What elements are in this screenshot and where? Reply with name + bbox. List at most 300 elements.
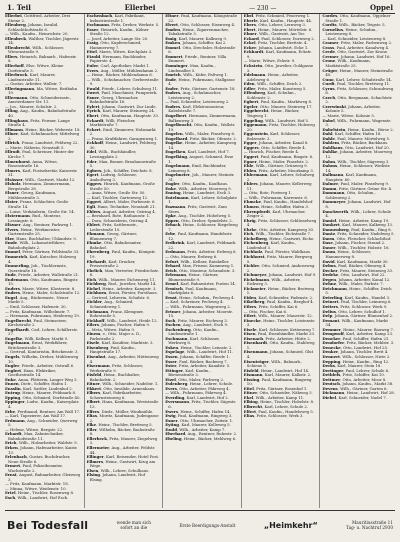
directory-entry: Dallmann, Karl, Kaufmann, Hauptstr. 60. bbox=[322, 172, 377, 182]
directory-entry: Dendorfer, Fritz, Bäcker, Mehlstr. 3. bbox=[322, 340, 395, 346]
directory-entry: — Karl, Schreiner, Pechweg 4. bbox=[165, 299, 224, 305]
directory-entry: Erlenbach, Gustav, Buchdrucker, Neue Straße 6. bbox=[5, 454, 71, 464]
directory-entry: Ebel, Fritz, Schmied, Feuerweg 1. bbox=[243, 14, 311, 18]
ad-phone: Tag- u. Nachtruf 2930 bbox=[346, 525, 393, 530]
ad-line-1: wende man sich bbox=[116, 520, 151, 525]
directory-entry: Erdbrink, Karl, Landwirt, Feldmark 22. bbox=[165, 240, 236, 250]
directory-entry: Eichmann, Franz, Klempner, Rohrstraße 5. bbox=[86, 308, 144, 319]
directory-entry: Eppen, Otto, Dreher, Spindelstr. 2. bbox=[165, 217, 233, 223]
directory-entry: Einem, v., Otto, Major a. D., Parkstraße 2. bbox=[86, 331, 142, 341]
directory-entry: Elling, Aug., Kaufm., Bahnhofstraße 40. bbox=[5, 108, 76, 119]
directory-entry: Egbers, Joh., Schiffer, Deichstr. 8. bbox=[86, 167, 153, 173]
directory-entry: Emmerling, Joh., Tischlermstr., Querstraße 18. bbox=[5, 263, 68, 273]
directory-entry: — Josef, Arbeiter, Lange Str. 20. bbox=[86, 35, 149, 41]
directory-entry: Edel, Wilh., Buchhändler, Lessingplatz 2. bbox=[86, 149, 137, 159]
directory-entry: Ensslin, Karl, Sattler, Lindenhof 2. bbox=[5, 385, 73, 391]
directory-entry: Elster, Franz, Schlachter, Große Straße 14. bbox=[5, 199, 69, 209]
directory-entry: Eckhoff, Heinr., Landwirt, Feldweg 30. bbox=[86, 140, 156, 150]
directory-entry: — Emil, Schlosser, Hafenstr. 30. bbox=[5, 304, 67, 309]
directory-entry: Ehlers, August, Arbeiter, Ostring 4. bbox=[86, 208, 156, 214]
directory-entry: Elbert, Hans, Kaufmann, Weststraße 13. bbox=[86, 399, 159, 410]
column-5 bbox=[319, 14, 395, 508]
directory-entry: Esser, Heinrich, Kaufm., Kölner Straße 12. bbox=[86, 26, 149, 37]
directory-entry: Egert, Ludwig, Schlosser, Amboßweg 3. bbox=[86, 172, 137, 182]
directory-entry: Dickmann, Heinr., Landwirt, Hof 28. bbox=[322, 390, 395, 396]
directory-entry: Emde, Wilh., Lokomotivführer, Bahnhofsplatz 2. bbox=[5, 240, 65, 250]
directory-entry: — Meta, Witwe, Hafen 9. bbox=[86, 326, 135, 332]
directory-entry: Ellinger, Karl, Reisender, Hotel Post. bbox=[86, 454, 160, 460]
directory-entry: Eisermann, Fritz, Schlosser, Werkstraße 9. bbox=[86, 363, 143, 373]
directory-entry: Ebers, Otto, Lehrer, Lernweg 3. bbox=[243, 22, 307, 28]
directory-entry: Engelmeier, Joh., Maurer, Steinstr. 31. bbox=[165, 172, 235, 182]
directory-entry: Deutsch, Johann, Kaufm., Markt 38. bbox=[322, 381, 394, 387]
directory-entry: Ellers, Heinrich, Bahnarb., Hafenstr. 8. bbox=[5, 53, 77, 64]
directory-entry: Crone, Wilh., Kaufmann, Marktstraße 25. bbox=[322, 58, 371, 69]
directory-entry: Enke, Wilh., Arbeiter, Moorweg 9. bbox=[165, 185, 232, 191]
directory-entry: Enning, Heinr., Landwirt, Esch 3. bbox=[165, 190, 232, 196]
directory-entry: Eggers, Hinrich, Kaufmann, Große Straße 50. bbox=[86, 181, 155, 191]
ad-line-2: sofort an die bbox=[120, 525, 148, 530]
directory-entry: Einecke, Heinr., Tischler, Leistenstr. 3. bbox=[243, 317, 315, 328]
directory-entry: Enders, Aug., Schuhmacher, Leistenweg 2. bbox=[165, 90, 222, 100]
directory-entry: Egger, Johann, Arbeiter, Kanal 8. bbox=[243, 140, 309, 146]
directory-entry: Elfert, Paul, Kaufm., Handelsweg 5. bbox=[243, 408, 314, 414]
directory-entry: — Gertrud, Lehrerin, Schulstr. 6. bbox=[86, 294, 151, 300]
directory-entry: Elze, Hans, Buchhalter, Uhlandstr. 9. bbox=[5, 235, 77, 241]
directory-entry: Esken, Heinr., Tischler, Leimstr. 2. bbox=[165, 344, 233, 350]
directory-entry: Eisen, Paul, Eisenhändler, Markt 20. bbox=[243, 331, 316, 337]
directory-entry: Ehlen, Fritz, Arbeiter, Moorkamp 3. bbox=[243, 167, 314, 173]
directory-entry: Ettel, Marie, Witwe, Kirchplatz 3. bbox=[86, 49, 153, 55]
directory-entry: Epping, Otto, Schmied, Dorfstraße 40. bbox=[5, 394, 81, 400]
directory-entry: Engelhardt, Carl, Lehrer, Schillerstr. 27. bbox=[5, 326, 78, 337]
ad-headline: Bei Todesfall bbox=[7, 518, 89, 532]
directory-entry: Edelmann, Heinr., Arbeiter, Adelsweg 6. bbox=[243, 72, 299, 82]
directory-entry: Enke, Anna, Plätterin, Langer Weg 3. bbox=[5, 376, 78, 382]
directory-entry: Eichhorst, Fritz, Maurer, Bergweg 5. bbox=[243, 253, 313, 264]
directory-entry: — Marie, Näherin, Neustadt 5. bbox=[5, 144, 65, 150]
directory-entry: Eickhoff, Wilh., Landwirt, Heide 12. bbox=[86, 317, 158, 323]
directory-entry: — Fritz, Kaufmann, Wilhelmstr. 7. bbox=[5, 308, 71, 314]
directory-entry: Etzel, Otto, Maler, Farbweg 2. bbox=[165, 376, 225, 382]
directory-entry: Denecke, Otto, Landwirt, Hof 25. bbox=[322, 344, 389, 350]
directory-entry: — Wilh., Fuhrmann, Karrenstr. 6. bbox=[243, 194, 308, 200]
directory-entry: Erich, Otto, Monteur, Schraubstr. 3. bbox=[165, 267, 236, 273]
directory-entry: Crüger, Heinr., Maurer, Steinstraße 40. bbox=[322, 67, 393, 78]
directory-entry: Eichenberg, Karl, Kaufm., Lindenhof 3. bbox=[243, 240, 297, 250]
directory-entry: Eltzner, Aug., Rentner, Parkweg 1. bbox=[5, 222, 74, 228]
ad-address: Mauritiusstraße 11 bbox=[352, 520, 393, 525]
directory-entry: Eggert, Albert, Maler, Farbenstr. 6. bbox=[86, 199, 156, 205]
directory-entry: Ewig, Paul, Kaufmann, Ringweg 3. bbox=[165, 413, 233, 419]
directory-entry: — Jos., Maurer, Schulstr. 2. bbox=[5, 103, 58, 109]
directory-entry: Eschenburg, Otto, Kaufm., Lindenstraße 1. bbox=[165, 326, 219, 337]
directory-entry: — Minna, Witwe, Weidenstr. 10. bbox=[5, 485, 67, 491]
directory-entry: Engelmann, Ernst, Werkführer, Brückenstraße 3. bbox=[5, 340, 68, 350]
directory-entry: Egbert, Paul, Kaufm., Marktweg 8. bbox=[243, 99, 313, 105]
header-last-name: Oppel bbox=[370, 3, 393, 12]
directory-entry: Erich, Wilh., Holzarbeiter, Waldstr. 9. bbox=[5, 440, 78, 446]
directory-entry: Erdmann, Fritz, Arbeiter, Erdweg 6. bbox=[165, 249, 237, 255]
directory-entry: Eichel, Heinr., Arbeiter, Kampstr. 3. bbox=[86, 285, 157, 291]
directory-entry: Ernst, August, Bahnarbeiter, Gleisweg 3. bbox=[5, 472, 81, 482]
directory-entry: Eberhard, Aug., Rentner, Ruhestr. 2. bbox=[165, 431, 238, 437]
directory-entry: — Franz, Kraftfahrer, Garagenweg 1. bbox=[86, 135, 159, 141]
directory-entry: Cornelius, Heinr., Schuhm., Leistenweg 8. bbox=[322, 26, 378, 37]
column-2 bbox=[84, 14, 160, 508]
directory-entry: Eitner, Otto, Schneider, Nähweg 3. bbox=[243, 390, 313, 396]
directory-entry: Eversmann, Fritz, Tischler, Sägestr. 6. bbox=[165, 399, 236, 410]
directory-entry: Ellermann, Otto, Schneidermstr., Amsterdamer Str. 11. bbox=[5, 94, 71, 105]
directory-entry: Elias, Moritz, Kaufmann, Judengasse 2. bbox=[86, 413, 159, 423]
directory-entry: Eggenstein, Karl, Schlosser, Bolzenstr. 3. bbox=[243, 131, 301, 141]
directory-entry: Exner, Otto, Uhrmacher, Zeitstr. 1. bbox=[165, 417, 234, 423]
directory-entry: Denker, Johann, Tischler, Brett 4. bbox=[322, 349, 389, 355]
directory-entry: Damm, Fritz, Gärtner, Grüne Str. 4. bbox=[322, 185, 393, 191]
directory-entry: Dannenberg, Paul, Kaufm., Ring 8. bbox=[322, 226, 392, 232]
directory-entry: Emmel, Otto, Drechsler, Holzstraße 6. bbox=[165, 44, 236, 55]
directory-entry: Ellerbeck, Fritz, Maurer, Ziegelweg 3. bbox=[86, 435, 158, 446]
directory-entry: Dahl, Karl, Schiffer, Hafen 18. bbox=[322, 131, 382, 137]
directory-entry: Eckard, Paul, Schlosser, Dornweg 2. bbox=[243, 35, 315, 41]
directory-entry: Ellerbei, Gottfried, Arbeiter, Drei Steine 2. bbox=[5, 14, 71, 23]
directory-entry: Eichelberg, Heinr., Gastwirt, Eiche. bbox=[243, 235, 315, 241]
directory-entry: Ertmer, Johann, Arbeiter, Moorstr. 15. bbox=[165, 308, 233, 319]
directory-entry: Engelen, Wilh., Maler, Pinselweg 6. bbox=[165, 131, 236, 137]
directory-entry: Dempwolf, Karl, Arbeiter, Kamp 23. bbox=[322, 331, 394, 337]
directory-entry: Ebert, Otto, Kaufmann, Hauptstr. 33. bbox=[86, 113, 160, 119]
directory-entry: Erlemann, Heinr., Gärtner, Blumenstraße 9. bbox=[165, 272, 219, 282]
directory-entry: Esch, Fritz, Maurer, Eschweg 3. bbox=[165, 317, 228, 323]
directory-entry: Elsing, Johann, Landwirt, Hof Elsing. bbox=[86, 472, 146, 482]
directory-entry: Eichhorn, Ernst, Förster, Forsthaus. bbox=[86, 290, 158, 296]
directory-entry: Erken, Johann, Hafenarbeiter, Kaistr. 13. bbox=[5, 444, 78, 455]
directory-entry: — Heinr., Bäcker, Mühlendamm 6. bbox=[86, 72, 153, 78]
directory-entry: Elmers, Karl, Postsekretär, Kaiserstr. 31. bbox=[5, 167, 78, 178]
directory-entry: Eisenhut, Aug., Arbeiter, Hüttenweg 4. bbox=[86, 354, 159, 364]
directory-entry: Ettinger, Karl, Kaufm., Börsenstraße 3. bbox=[165, 367, 211, 378]
directory-entry: Essen, Johann, Schiffer, Reede 1. bbox=[165, 354, 230, 360]
directory-entry: — Luise, Verkäuferin, Große Str. 14. bbox=[5, 208, 75, 214]
header-part-label: 1. Teil bbox=[7, 3, 31, 12]
directory-entry: Depping, Heinr., Kaufm., Ring 12. bbox=[322, 358, 390, 364]
directory-entry: Dammann, Otto, Schuhm., Sohlenweg 2. bbox=[322, 190, 376, 200]
directory-entry: Ehmcke, Paul, Kaufm., Handelshof. bbox=[243, 199, 314, 205]
directory-entry: Eichholz, Paul, Förster, Waldhaus. bbox=[243, 249, 312, 255]
directory-entry: Eyting, Karl, Maurer, Kelleweg 5. bbox=[165, 422, 231, 428]
directory-entry: Eggers, Otto, Schiffer, Reede 4. bbox=[243, 144, 306, 150]
directory-entry: Entrup, Heinr., Maurer, Feldmark 8. bbox=[5, 390, 77, 396]
directory-entry: Ehrhardt, Karl, Drucker, Pressestraße 2. bbox=[86, 258, 136, 269]
directory-entry: — Otto, Fischer, Kai 6. bbox=[243, 308, 288, 314]
directory-entry: Engelbracht, Otto, Kaufm., Wallstr. 19. bbox=[165, 122, 236, 132]
directory-entry: Eggert, Paul, Kaufmann, Ringstr. 6. bbox=[243, 153, 314, 159]
directory-entry: Eltner, Paul, Kaufmann, Königstraße 22. bbox=[165, 14, 238, 23]
directory-entry: Ellerhoff, Else, Witwe, Kleine Dorfstraße 3. bbox=[5, 63, 64, 73]
directory-entry: Delp, Johann, Gärtner, Blumenhof 2. bbox=[322, 313, 394, 319]
directory-entry: Ebert, Heinr., Maurer, Mörtelstr. 8. bbox=[243, 26, 313, 32]
directory-entry: Engelken, Karl, Landwirt, Hof 7. bbox=[165, 149, 230, 155]
directory-entry: Delius, Otto, Lehrer, Schulhof 1. bbox=[322, 308, 386, 314]
directory-entry: Erhardt, Max, Zahntechniker, Bahnhofstraße 11. bbox=[5, 431, 64, 441]
directory-entry: Eikelberg, Paul, Kaufm., Berghof 4. bbox=[243, 299, 314, 305]
directory-entry: Ellner, Karl, Schuhmacher, Mittelweg 3. bbox=[5, 131, 80, 141]
directory-entry: Elbers, Karl, Fabrikarbeiter, Schornsteinweg 6. bbox=[86, 390, 142, 400]
directory-entry: Engelke, Heinr., Arbeiter, Kampweg 14. bbox=[165, 140, 237, 150]
directory-entry: Dalmer, Paul, Maler, Pinselweg 9. bbox=[322, 181, 389, 187]
directory-entry: Czerwinski, Johann, Arbeiter, Kolonie 5. bbox=[322, 103, 381, 114]
directory-entry: — Wilh., Kaufm., Heinrichstr. 20. bbox=[5, 31, 69, 37]
directory-columns bbox=[5, 14, 395, 508]
directory-entry: — Otto, Bote, Postweg 1. bbox=[243, 190, 292, 196]
directory-entry: Ehlert, Fritz, Sattlermstr., Lederstraße 10. bbox=[86, 222, 138, 232]
directory-entry: Eich, Wilh., Tischler, Eichstraße 7. bbox=[243, 231, 312, 237]
directory-entry: Etzold, Hermann, Buchbinder, Papierstr. 4. bbox=[86, 53, 147, 64]
directory-entry: Elbing, Heinr., Tischler, Hobelstr. 8. bbox=[243, 399, 315, 405]
directory-entry: Curdt, Paul, Tischler, Brettweg 11. bbox=[322, 81, 391, 87]
directory-entry: David, Karl, Kaufmann, Markt 30. bbox=[322, 258, 389, 264]
directory-entry: — Otto, Maurer, Erdweg 6. bbox=[165, 253, 218, 259]
directory-entry: Eulenberg, Heinr., Lehrer, Schule. bbox=[165, 381, 234, 387]
directory-entry: Cuno, Karl, Lehrer, Schulstraße 14. bbox=[322, 76, 392, 82]
directory-entry: Deierling, Karl, Kaufm., Handel 3. bbox=[322, 294, 391, 300]
directory-entry: Darm, Otto, Fleischer, Schlachthof. bbox=[322, 235, 392, 241]
directory-entry: Eckardt, Willi, Fleischer, Marktstraße 7. bbox=[86, 117, 136, 128]
directory-entry: Dencker, Paul, Schiffer, Hafen 21. bbox=[322, 335, 390, 341]
directory-entry: Ermisch, Paul, Kaufmann, Marktplatz 6. bbox=[165, 285, 217, 296]
directory-entry: Decker, Fritz, Maurer, Steinweg 33. bbox=[322, 267, 394, 273]
directory-entry: Danckwerth, Wilh., Lehrer, Schule 4. bbox=[322, 208, 392, 219]
directory-entry: Epke, Aug., Tischler, Hobelweg 5. bbox=[165, 213, 232, 219]
directory-entry: Edler, Fritz, Maler, Kunstweg 5. bbox=[243, 85, 307, 91]
directory-entry: Dase, Johann, Fischer, Strand 2. bbox=[322, 240, 386, 246]
directory-entry: Elstermann, Rud., Monteur, Lessingstr. 6. bbox=[5, 213, 61, 223]
directory-entry: Engler, Otto, Kaufm., Kaufhaus. bbox=[165, 181, 229, 187]
directory-entry: Eisele, Karl, Schlosser, Kettenweg 7. bbox=[243, 326, 316, 332]
directory-entry: Elsässer, Wilh., Gastwirt, Markt 12. bbox=[5, 176, 76, 182]
directory-entry: Eisfeld, Heinr., Landwirt, Hof 14. bbox=[243, 367, 310, 373]
directory-entry: Crede, Otto, Gastwirt, Zur Krone. bbox=[322, 49, 389, 55]
directory-entry: Ehmen, Heinr., Schiffer, Hafen 3. bbox=[243, 203, 310, 209]
directory-entry: Ertel, Heinr., Tischler, Rosenweg 8. bbox=[5, 490, 75, 496]
directory-entry: Dertinger, Paul, Lehrer, Schule 6. bbox=[322, 367, 390, 373]
directory-entry: Eisele, Karl, Konditor, Marktstr. 3. bbox=[86, 340, 154, 346]
directory-entry: Eppinger, Ludw., Kaufm., Kaiserplatz 4. bbox=[5, 399, 79, 410]
directory-entry: — Wilh., Fuhrmann, Fährweg 4. bbox=[165, 390, 227, 396]
directory-entry: Engelhard, Fritz, Bäcker, Ofenstr. 2. bbox=[165, 135, 237, 141]
directory-entry: Engelking, August, Schmied, Esse 1. bbox=[165, 153, 234, 164]
directory-entry: Ehlers, Johann, Maurer, Kellerweg 11. bbox=[243, 181, 312, 191]
directory-entry: Czech, Otto, Bergmann, Schachtstr. 2. bbox=[322, 94, 393, 105]
directory-entry: Eiden, Karl, Schneider, Fadenstr. 2. bbox=[243, 294, 314, 300]
directory-entry: Dehne, Wilh., Maler, Farbstr. 7. bbox=[322, 281, 384, 287]
directory-entry: Everding, Karl, Landwirt, Hof 2. bbox=[165, 394, 229, 400]
directory-entry: Elvert, Otto, Schlosser, Eisenweg 4. bbox=[165, 22, 236, 28]
directory-entry: Eckel, Fritz, Tischler, Brettstr. 4. bbox=[243, 40, 308, 46]
directory-entry: Eilers, Johann, Fischer, Hafen 9. bbox=[86, 322, 151, 328]
directory-entry: Dahlke, Johann, Arbeiter, Moorweg 12. bbox=[322, 149, 392, 159]
directory-entry: Ennen, Dietr., Schiffer, Hafen 1. bbox=[5, 381, 68, 387]
directory-entry: Esser, Paul, Bäcker, Backweg 7. bbox=[165, 358, 228, 364]
directory-entry: Eitel, Fritz, Gärtner, Rosenhof 1. bbox=[243, 385, 308, 391]
directory-entry: Cordes, Otto, Kaufmann, Oppelner Straße 1. bbox=[322, 14, 391, 23]
directory-entry: Eisenberg, Paul, Kaufm., Hauptstraße 17. bbox=[86, 344, 137, 355]
directory-entry: Eckhardt, Karl, Kaufmann, Eckstr. 9. bbox=[243, 49, 312, 59]
directory-entry: Esch, Wilh., Landwirt, Hof Esch. bbox=[5, 494, 69, 500]
directory-entry: Emmert, Friedr., Rentner, Villa Emmert. bbox=[165, 53, 227, 64]
directory-entry: Eggemann, Fritz, Tischler, Holzweg 20. bbox=[243, 122, 315, 132]
directory-entry: Emmerich, Karl, Kutscher, Holzweg 4. bbox=[5, 253, 76, 264]
directory-entry: Evers, Otto, Arbeiter, Fährweg 4. bbox=[165, 385, 230, 391]
directory-entry: Dabelstein, Heinr., Kaufm., Börse 2. bbox=[322, 126, 394, 132]
directory-entry: Emmel, Peter, Gärtner, Feldstraße 33. bbox=[5, 249, 80, 255]
directory-entry: Engelbrecht, Paul, Steinsetzer, Kirchstraße 2. bbox=[5, 317, 67, 328]
directory-entry: Ebner, Wilh., Gastwirt, Am Tor. bbox=[243, 31, 305, 37]
directory-entry: Emminger, Max, Kaufm., Lindenallee 5. bbox=[165, 63, 216, 73]
directory-entry: Eden, Wilh., Schiffer, Deich 2. bbox=[243, 81, 303, 87]
directory-entry: Ernst, Heinr., Schuhm., Pechweg 4. bbox=[165, 294, 235, 300]
directory-entry: Debus, Paul, Bäcker, Ofenweg 4. bbox=[322, 263, 387, 269]
directory-entry: Elias, Fritz, Schlosser, Werk 3. bbox=[243, 413, 304, 419]
directory-entry: Ehrenberg, Paul, Kaufm., Königstr. 19. bbox=[86, 249, 156, 259]
directory-entry: Eickmeier, Heinr., Bäcker, Brotweg 1. bbox=[243, 285, 314, 296]
directory-entry: Engelmann, Emil, Buchbinder, Leimweg 8. bbox=[165, 163, 227, 173]
directory-entry: Erfurt, Wilh., Kellner, Ratskeller. bbox=[165, 258, 230, 264]
directory-entry: Dahlhaus, Otto, Landwirt, Hof 20. bbox=[322, 144, 390, 150]
directory-entry: Emig, Karl, Maurer, Kalkweg 9. bbox=[165, 35, 228, 41]
directory-entry: Degen, Johann, Arbeiter, Kanal 12. bbox=[322, 276, 391, 282]
directory-entry: Essig, Otto, Kupferschmied, Hammerweg 7. bbox=[86, 40, 142, 50]
column-1 bbox=[5, 14, 81, 508]
directory-entry: Elvers, Heinr., Werkmeister, Gartenstraße 25. bbox=[5, 226, 61, 237]
directory-entry: Eschmann, Karl, Schlosser, Werkweg 8. bbox=[165, 335, 220, 346]
directory-entry: Eisenmann, Johann, Schmied, Glut 4. bbox=[243, 349, 314, 360]
directory-entry: Ewert, Paul, Maschinist, Pumpwerk. bbox=[86, 90, 158, 96]
directory-entry: Egli, Hans, Techniker, Neustadt 21. bbox=[86, 203, 156, 209]
directory-entry: Eschenbach, Karl, Fabrikant, Industriestraße 1. bbox=[86, 14, 145, 23]
directory-entry: Dahms, Heinr., Schlosser, Werkstr. 14. bbox=[322, 163, 391, 173]
directory-entry: Endres, Karl, Elektromonteur, Kabelstraße 7. bbox=[165, 103, 225, 114]
directory-entry: Ehrlich, Max, Vertreter, Friedrichstr. 8. bbox=[86, 267, 159, 278]
directory-entry: Eckstein, Otto, Juwelier, Goldgasse 3. bbox=[243, 63, 314, 73]
directory-entry: Ehrig, Fritz, Schlosser, Schlüsselweg 4. bbox=[243, 217, 317, 228]
directory-entry: Eylert, Johann, Gastwirt, Zur Linde. bbox=[86, 103, 157, 109]
directory-entry: Eberle, Karl, Kaufm., Hauptstr. 44. bbox=[243, 17, 312, 23]
directory-entry: — Anna, Witwe, Große Str. 50. bbox=[86, 190, 146, 196]
directory-entry: Deiters, Fritz, Schlosser, Werk 9. bbox=[322, 304, 388, 309]
directory-entry: Cramer, Fritz, Maler, Farbenweg 2. bbox=[322, 40, 393, 46]
directory-entry: — Karl, Schneider, Leistenweg 8. bbox=[322, 35, 387, 41]
directory-entry: Dennert, Wilh., Schlosser, Niete 2. bbox=[322, 354, 391, 360]
directory-entry: — Fritz, Kaufmann, Marktstr. 18. bbox=[5, 481, 69, 487]
directory-entry: Ezold, Wilh., Arbeiter, Kamp 7. bbox=[165, 426, 226, 432]
directory-entry: Dabel, Wilh., Fuhrmann, Wagenstr. 3. bbox=[322, 117, 391, 128]
directory-entry: Dankert, Karl, Maurer, Kalkweg 13. bbox=[322, 222, 393, 228]
directory-entry: Elsen, Wilh., Lehrer, Schulhaus. bbox=[86, 467, 150, 473]
directory-entry: Cyrus, Fritz, Schlosser, Schraubweg 6. bbox=[322, 85, 394, 96]
directory-entry: Engler, Friedr., Arbeiter, Ostwall 6. bbox=[5, 363, 75, 369]
directory-entry: — Wilh., Fuhrmann, Wagenweg 2. bbox=[165, 304, 231, 309]
directory-entry: Ehrke, Otto, Arbeiter, Kampweg 30. bbox=[243, 226, 315, 232]
directory-entry: Elsholz, Hermann, Zimmermann, Bergstraße 28. bbox=[5, 181, 71, 191]
directory-entry: Derks, Karl, Maurer, Stein 18. bbox=[322, 363, 382, 369]
directory-entry: Exner, Georg, Uhrmacher, Bahnhofstraße 16. bbox=[86, 94, 139, 105]
directory-entry: Ester, Fritz, Arbeiter, Kanalstr. 5. bbox=[165, 363, 231, 369]
directory-entry: Ellermeier, Aug., Arbeiter, Feldstr. 44. bbox=[86, 444, 156, 455]
directory-entry: Dettmer, Otto, Arbeiter, Moor 8. bbox=[322, 376, 387, 382]
page-header bbox=[5, 3, 395, 14]
directory-entry: Crass, Paul, Arbeiter, Kanalweg 4. bbox=[322, 44, 390, 50]
directory-entry: Engelke, Willi, Kellner, Markt 9. bbox=[5, 335, 69, 341]
directory-entry: Dahm, Wilh., Tischler, Sägeweg 3. bbox=[322, 158, 390, 164]
directory-entry: Ermert, Paul, Polizeibeamter, Wachstraße 2. bbox=[5, 463, 63, 473]
ad-company: Erste Beerdigungs-Anstalt bbox=[179, 522, 236, 528]
directory-entry: Elfers, Diedr., Müller, Windmühle. bbox=[86, 408, 154, 414]
directory-entry: Ewers, Heinr., Schiffer, Hafen 14. bbox=[165, 408, 231, 414]
directory-entry: Emrich, Wilh., Küfer, Faßweg 1. bbox=[165, 72, 228, 78]
directory-entry: Ebeling, Heinr., Bäcker, Mehlweg 6. bbox=[165, 435, 237, 441]
directory-entry: — Helene, Witwe, Bergstr. 22. bbox=[5, 426, 64, 432]
directory-entry: Endemann, Otto, Kaufmann, Ringstr. 15. bbox=[5, 276, 79, 287]
directory-entry: Elke, Heinr., Tischler, Brettweg 5. bbox=[86, 422, 153, 428]
directory-entry: Deichmann, Heinr., Schiffer, Deich 5. bbox=[322, 285, 392, 296]
directory-entry: Eschen, Aug., Landwirt, Esch 9. bbox=[165, 322, 229, 328]
directory-entry: Erbe, Paul, Kaufmann, Handelsstr. 12. bbox=[165, 231, 233, 241]
directory-entry: Ehmann, Georg, Gärtner, Blumenweg 7. bbox=[86, 231, 137, 241]
directory-entry: — Karl, Tischler, Gartenweg 12. bbox=[86, 194, 149, 200]
directory-entry: — Karl, Tapezierer, Am Wall 17. bbox=[5, 413, 67, 419]
directory-entry: Eismann, Karl, Maurer, Kalkstr. 2. bbox=[243, 372, 312, 378]
directory-entry: Daum, Heinr., Schlosser, Hammerweg 8. bbox=[322, 249, 371, 259]
directory-entry: Eisenträger, Wilh., Bahnarb., Schiene 5. bbox=[243, 358, 303, 369]
column-4 bbox=[241, 14, 317, 508]
directory-entry: Ekel, Wilh., Arbeiter, Kamp 11. bbox=[243, 394, 305, 400]
directory-entry: Eilert, Wilh., Maurer, Mauerstr. 12. bbox=[243, 313, 313, 319]
directory-entry: Dantz, Fritz, Schneider, Nadelweg 5. bbox=[322, 231, 395, 237]
directory-entry: Ellrich, Franz, Landwirt, Feldweg 22. bbox=[5, 140, 79, 146]
directory-entry: Dedeke, Otto, Landwirt, Hof 22. bbox=[322, 272, 386, 278]
directory-entry: Enders, Marie, Witwe, Klosterstr. 8. bbox=[5, 285, 76, 291]
directory-entry: Emden, Heinr., Zigarrenmacher, Tabakstraße 3. bbox=[165, 26, 229, 37]
directory-entry: Cordts, Wilh., Bäcker, Teigstr. 5. bbox=[322, 22, 386, 28]
directory-entry: Egeler, Otto, Maurer, Steinweg 17. bbox=[243, 103, 313, 109]
directory-entry: Eilers, Fritz, Schiffer, Kai 6. bbox=[243, 304, 299, 309]
directory-entry: Eckert, Emil, Zimmerer, Holzmarkt 2. bbox=[86, 126, 156, 137]
directory-entry: Eichmeyer, Johann, Landwirt, Hof 9. bbox=[243, 272, 317, 278]
directory-entry: Eich, Wilh., Maurer, Eichenweg 11. bbox=[86, 276, 156, 282]
directory-entry: Eschmann, Fritz, Dreher, Werkstr. 5. bbox=[86, 22, 160, 28]
directory-entry: — Gertrud, Kontoristin, Brückenstr. 3. bbox=[5, 349, 79, 355]
directory-entry: Ellinghaus, Fritz, Former, Lange Straße 4. bbox=[5, 117, 70, 128]
directory-entry: Ellenbrecht, Wilh., Schlosser, Wiesenstraße 9. bbox=[5, 44, 64, 55]
directory-entry: Diebel, Karl, Schneider, Nadel 7. bbox=[322, 394, 387, 400]
directory-entry: Eggeling, Wilh., Landwirt, Hof 5. bbox=[243, 117, 310, 123]
directory-entry: Erhard, Max, Friseur, Kammweg 1. bbox=[165, 263, 235, 269]
directory-entry: — Wilh., Schuhmacher, Gerberstraße 9. bbox=[86, 76, 159, 87]
directory-entry: Deinert, Paul, Tischler, Leimweg 6. bbox=[322, 299, 392, 305]
directory-entry: Dauer, Wilh., Tischler, Holzstr. 16. bbox=[322, 244, 390, 250]
directory-entry: Erbach, Heinr., Schlosser, Riegelweg 7. bbox=[165, 222, 238, 232]
directory-entry: Effenberg, Karl, Schuhm., Sohlenstr. 2. bbox=[243, 90, 296, 100]
directory-entry: — Marie, Witwe, Kolonie 5. bbox=[322, 113, 375, 119]
directory-entry: Evers, Aug., Müller, Mühlendamm 2. bbox=[86, 67, 159, 73]
directory-entry: Devens, Wilh., Gärtner, Garten 6. bbox=[322, 385, 388, 391]
directory-entry: Demmer, Heinr., Maurer, Bauweg 7. bbox=[322, 326, 395, 332]
directory-entry: Cremer, Johann, Landwirt, Hof 16. bbox=[322, 53, 391, 59]
directory-entry: Eichler, Otto, Schmied, Ambossweg 2. bbox=[243, 263, 315, 273]
directory-entry: — Hermann, Fuhrmann, Heideweg 19. bbox=[5, 313, 80, 319]
directory-entry: Ende, Friedr., Arbeiter, Wallstraße 21. bbox=[5, 272, 80, 278]
